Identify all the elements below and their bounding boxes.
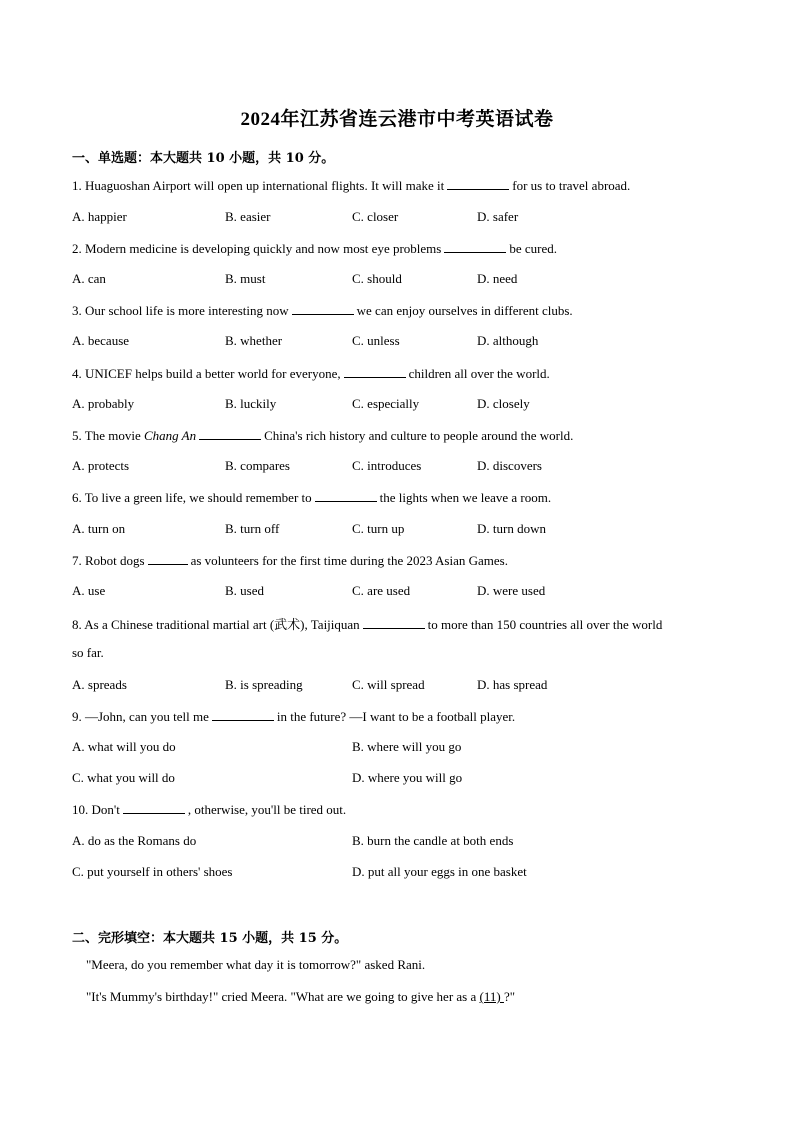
option-c: C. turn up [352, 521, 405, 536]
cloze-blank-11: (11) [479, 989, 504, 1004]
question-10-options-row-2 [72, 864, 722, 882]
option-c: C. what you will do [72, 770, 175, 785]
question-2-options [72, 271, 722, 289]
page-title: 2024年江苏省连云港市中考英语试卷 [240, 109, 554, 130]
option-b: B. is spreading [225, 677, 303, 692]
section-1-heading: 一、单选题：本大题共 10 小题，共 10 分。 [72, 151, 335, 166]
question-10: 10. Don't , otherwise, you'll be tired out. [72, 802, 347, 817]
option-d: D. turn down [477, 521, 546, 536]
question-4-options [72, 396, 722, 414]
option-d: D. put all your eggs in one basket [352, 864, 527, 879]
question-7-options [72, 583, 722, 601]
question-3: 3. Our school life is more interesting now we can enjoy ourselves in different clubs. [72, 303, 573, 318]
option-d: D. were used [477, 583, 546, 598]
option-d: D. has spread [477, 677, 548, 692]
option-a: A. what will you do [72, 739, 176, 754]
option-d: D. closely [477, 396, 530, 411]
section-2-heading: 二、完形填空：本大题共 15 小题，共 15 分。 [72, 931, 348, 946]
answer-blank [292, 302, 354, 315]
option-c: C. introduces [352, 458, 422, 473]
question-8: 8. As a Chinese traditional martial art (武术), Taijiquan to more than 150 countries all over the world [72, 617, 663, 632]
question-10-options-row-1 [72, 833, 722, 851]
option-d: D. where you will go [352, 770, 463, 785]
question-7: 7. Robot dogs as volunteers for the first time during the 2023 Asian Games. [72, 553, 508, 568]
option-c: C. unless [352, 333, 400, 348]
question-4: 4. UNICEF helps build a better world for everyone, children all over the world. [72, 366, 550, 381]
question-1: 1. Huaguoshan Airport will open up international flights. It will make it for us to travel abroad. [72, 178, 631, 193]
question-9: 9. —John, can you tell me in the future? —I want to be a football player. [72, 709, 516, 724]
question-2: 2. Modern medicine is developing quickly and now most eye problems be cured. [72, 241, 557, 256]
question-8-options [72, 677, 722, 695]
answer-blank [148, 552, 188, 565]
option-a: A. do as the Romans do [72, 833, 197, 848]
option-a: A. can [72, 271, 106, 286]
option-b: B. must [225, 271, 266, 286]
answer-blank [444, 240, 506, 253]
question-8-continuation: so far. [72, 645, 104, 660]
question-5: 5. The movie Chang An China's rich history and culture to people around the world. [72, 428, 574, 443]
question-6-options [72, 521, 722, 539]
option-a: A. spreads [72, 677, 127, 692]
passage-paragraph-2: "It's Mummy's birthday!" cried Meera. "What are we going to give her as a (11) ?" [86, 989, 516, 1004]
option-b: B. compares [225, 458, 290, 473]
option-b: B. easier [225, 209, 271, 224]
option-b: B. used [225, 583, 264, 598]
option-c: C. especially [352, 396, 420, 411]
option-b: B. luckily [225, 396, 277, 411]
question-5-options [72, 458, 722, 476]
option-a: A. protects [72, 458, 130, 473]
question-9-options-row-1 [72, 739, 722, 757]
option-c: C. closer [352, 209, 399, 224]
option-b: B. whether [225, 333, 283, 348]
option-c: C. put yourself in others' shoes [72, 864, 233, 879]
answer-blank [363, 616, 425, 629]
answer-blank [447, 177, 509, 190]
answer-blank [212, 708, 274, 721]
answer-blank [123, 801, 185, 814]
passage-paragraph-1: "Meera, do you remember what day it is tomorrow?" asked Rani. [86, 957, 426, 972]
option-a: A. happier [72, 209, 127, 224]
option-d: D. discovers [477, 458, 542, 473]
option-c: C. are used [352, 583, 411, 598]
option-c: C. should [352, 271, 402, 286]
option-b: B. turn off [225, 521, 280, 536]
option-d: D. need [477, 271, 518, 286]
answer-blank [199, 427, 261, 440]
option-d: D. safer [477, 209, 519, 224]
option-b: B. burn the candle at both ends [352, 833, 514, 848]
question-6: 6. To live a green life, we should remember to the lights when we leave a room. [72, 490, 552, 505]
option-a: A. probably [72, 396, 135, 411]
answer-blank [315, 489, 377, 502]
option-c: C. will spread [352, 677, 425, 692]
question-9-options-row-2 [72, 770, 722, 788]
option-d: D. although [477, 333, 539, 348]
option-a: A. use [72, 583, 106, 598]
question-1-options [72, 209, 722, 227]
option-b: B. where will you go [352, 739, 462, 754]
option-a: A. turn on [72, 521, 126, 536]
option-a: A. because [72, 333, 130, 348]
answer-blank [344, 365, 406, 378]
question-3-options [72, 333, 722, 351]
